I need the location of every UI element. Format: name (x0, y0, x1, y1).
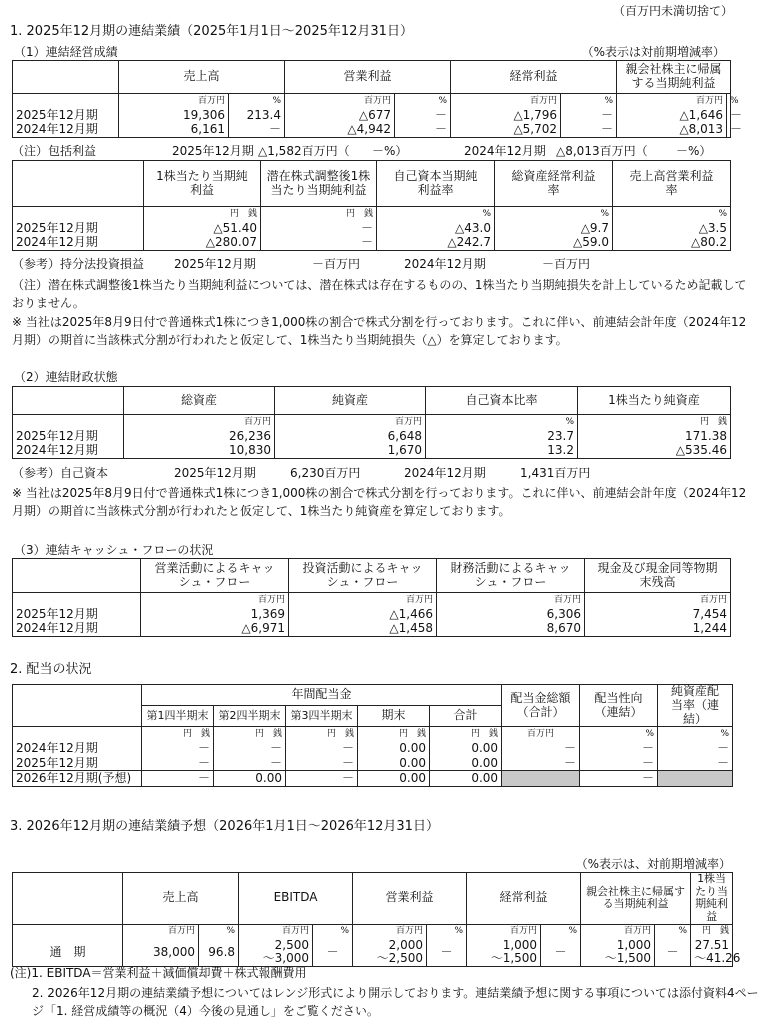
comprehensive-year2: 2024年12月期 (464, 144, 546, 158)
header-net-income: 親会社株主に帰属する当期純利益 (617, 61, 731, 94)
cell: － (286, 771, 358, 786)
per-share-table (12, 160, 731, 251)
cell: － (655, 939, 691, 967)
cell: － (142, 771, 214, 786)
unit: 円 銭 (214, 727, 286, 742)
unit: % (427, 924, 467, 939)
cell: △3.5 (613, 221, 731, 235)
unit: % (658, 727, 733, 742)
unit: 百万円 (124, 415, 275, 430)
header-cash-balance: 現金及び現金同等物期末残高 (585, 559, 731, 593)
cell: 23.7 (426, 429, 578, 443)
section1-title: 1. 2025年12月期の連結業績（2025年1月1日～2025年12月31日） (10, 24, 413, 39)
header-ebitda: EBITDA (239, 873, 353, 925)
header-dividend-total: 配当金総額（合計） (502, 685, 580, 727)
row-label: 2025年12月期 (13, 221, 144, 235)
cell: 171.38 (578, 429, 731, 443)
header-operating-cf: 営業活動によるキャッシュ・フロー (141, 559, 289, 593)
unit: 円 銭 (691, 924, 733, 939)
unit: 百万円 (437, 593, 585, 608)
header-financing-cf: 財務活動によるキャッシュ・フロー (437, 559, 585, 593)
equity-method-value2: －百万円 (542, 257, 591, 271)
unit: 円 銭 (430, 727, 502, 742)
cell: － (580, 741, 658, 755)
forecast-note-2: 2. 2026年12月期の連結業績予想についてはレンジ形式により開示しております。連結業績予想に関する事項については添付資料4ページ「1. 経営成績等の概況（4）今後の見通し」をご覧ください。 (32, 986, 759, 1018)
unit: 百万円 (285, 94, 395, 109)
cell: － (229, 122, 285, 137)
cell-range: 1,000 ～1,500 (467, 939, 541, 967)
cell: － (142, 741, 214, 755)
cell: 0.00 (430, 756, 502, 771)
table-row (13, 607, 731, 621)
cell: － (142, 756, 214, 771)
unit: 円 銭 (261, 207, 377, 222)
cell: △242.7 (377, 235, 495, 250)
cell: 7,454 (585, 607, 731, 621)
s1-3-title: （3）連結キャッシュ・フローの状況 (14, 543, 214, 557)
header-investing-cf: 投資活動によるキャッシュ・フロー (289, 559, 437, 593)
row-label: 2025年12月期 (13, 607, 141, 621)
table-row (13, 621, 731, 636)
table-row (13, 939, 733, 967)
cell: 8,670 (437, 621, 585, 636)
comprehensive-year1: 2025年12月期 (172, 144, 254, 158)
equity-method-year2: 2024年12月期 (404, 257, 486, 271)
unit: 百万円 (353, 924, 427, 939)
equity-method-year1: 2025年12月期 (174, 257, 256, 271)
table-row (13, 122, 731, 137)
unit: 百万円 (239, 924, 313, 939)
unit: 円 銭 (142, 727, 214, 742)
header-ordinary-income: 経常利益 (467, 873, 581, 925)
table-row (13, 756, 733, 771)
row-label: 2025年12月期 (13, 429, 124, 443)
header-roe: 自己資本当期純利益率 (377, 161, 495, 207)
header-sales: 売上高 (119, 61, 285, 94)
unit: % (541, 924, 581, 939)
cell: － (286, 741, 358, 755)
header-year-end: 期末 (358, 706, 430, 727)
cell: 213.4 (229, 108, 285, 122)
cell: △1,796 (451, 108, 561, 122)
row-label: 2024年12月期 (13, 122, 119, 137)
cell-range: 2,000 ～2,500 (353, 939, 427, 967)
cell: 10,830 (124, 443, 275, 458)
cell: － (261, 235, 377, 250)
cell-range: 1,000 ～1,500 (581, 939, 655, 967)
cell: 13.2 (426, 443, 578, 458)
header-operating-income: 営業利益 (353, 873, 467, 925)
cell: 0.00 (358, 756, 430, 771)
unit: % (727, 94, 731, 109)
cell: － (214, 741, 286, 755)
unit: % (229, 94, 285, 109)
cell: 0.00 (430, 771, 502, 786)
own-capital-year2: 2024年12月期 (404, 466, 486, 480)
header-annual-dividend: 年間配当金 (142, 685, 502, 706)
own-capital-year1: 2025年12月期 (174, 466, 256, 480)
header-operating-income: 営業利益 (285, 61, 451, 94)
row-label: 2024年12月期 (13, 741, 142, 755)
cell: △535.46 (578, 443, 731, 458)
cell: － (395, 108, 451, 122)
unit: % (426, 415, 578, 430)
table-row (13, 221, 731, 235)
comprehensive-value2: △8,013百万円（ (556, 144, 648, 158)
note-stock-split-1: ※ 当社は2025年8月9日付で普通株式1株につき1,000株の割合で株式分割を行っております。これに伴い、前連結会計年度（2024年12月期）の期首に当該株式分割が行われたと仮定して、1株当たり当期純損失（△）を算定しております。 (12, 315, 747, 347)
cell: △51.40 (144, 221, 261, 235)
header-q3: 第3四半期末 (286, 706, 358, 727)
cell: 19,306 (119, 108, 229, 122)
own-capital-value2: 1,431百万円 (520, 466, 591, 480)
unit: 百万円 (617, 94, 727, 109)
note-diluted-eps: （注）潜在株式調整後1株当たり当期純利益については、潜在株式は存在するものの、1株当たり当期純損失を計上しているため記載しておりません。 (12, 278, 747, 310)
cell: 26,236 (124, 429, 275, 443)
unit: 百万円 (585, 593, 731, 608)
header-q1: 第1四半期末 (142, 706, 214, 727)
header-net-assets: 純資産 (275, 387, 426, 415)
cell: － (286, 756, 358, 771)
unit: 百万円 (467, 924, 541, 939)
table-row (13, 443, 731, 458)
header-eps: 1株当たり当期純利益 (691, 873, 733, 925)
cell: 0.00 (358, 741, 430, 755)
unit: 百万円 (581, 924, 655, 939)
forecast-note-1: (注)1. EBITDA＝営業利益＋減価償却費＋株式報酬費用 (10, 966, 307, 980)
cell: － (261, 221, 377, 235)
unit: 百万円 (289, 593, 437, 608)
forecast-table (12, 872, 741, 967)
equity-method-label: （参考）持分法投資損益 (12, 257, 145, 271)
cell: － (313, 939, 353, 967)
note-stock-split-2: ※ 当社は2025年8月9日付で普通株式1株につき1,000株の割合で株式分割を行っております。これに伴い、前連結会計年度（2024年12月期）の期首に当該株式分割が行われたと仮定して、1株当たり純資産を算定しております。 (12, 486, 747, 518)
equity-method-value1: －百万円 (312, 257, 361, 271)
cell: － (658, 741, 733, 755)
header-equity-ratio: 自己資本比率 (426, 387, 578, 415)
own-capital-label: （参考）自己資本 (12, 466, 109, 480)
unit: % (313, 924, 353, 939)
cell: 1,369 (141, 607, 289, 621)
unit: 円 銭 (578, 415, 731, 430)
cell: △1,466 (289, 607, 437, 621)
cell: － (561, 108, 617, 122)
section3-title: 3. 2026年12月期の連結業績予想（2026年1月1日～2026年12月31日） (10, 819, 439, 834)
table-row (13, 235, 731, 250)
table-row (13, 771, 733, 786)
cell: 6,161 (119, 122, 229, 137)
unit: 円 銭 (286, 727, 358, 742)
unit: 百万円 (275, 415, 426, 430)
s1-1-pct-note: （%表示は対前期増減率） (581, 45, 725, 59)
cell: 1,244 (585, 621, 731, 636)
cell: 38,000 (123, 939, 199, 967)
cell: 6,306 (437, 607, 585, 621)
row-label: 2024年12月期 (13, 443, 124, 458)
header-diluted-eps: 潜在株式調整後1株当たり当期純利益 (261, 161, 377, 207)
cell: － (502, 756, 580, 771)
unit: % (561, 94, 617, 109)
cell: － (580, 756, 658, 771)
row-label: 通 期 (13, 939, 123, 967)
row-label: 2025年12月期 (13, 756, 142, 771)
financial-position-table (12, 386, 731, 459)
header-total-assets: 総資産 (124, 387, 275, 415)
cell: － (561, 122, 617, 137)
cell: 1,670 (275, 443, 426, 458)
unit-note: （百万円未満切捨て） (612, 4, 733, 18)
cell: △4,942 (285, 122, 395, 137)
cell: － (580, 771, 658, 786)
cell: △5,702 (451, 122, 561, 137)
cell: － (502, 741, 580, 755)
s1-2-title: （2）連結財政状態 (14, 370, 118, 384)
unit: % (495, 207, 613, 222)
cell-shaded (502, 771, 580, 786)
unit: 百万円 (123, 924, 199, 939)
unit: 円 銭 (358, 727, 430, 742)
cell-range: 2,500 ～3,000 (239, 939, 313, 967)
header-net-income: 親会社株主に帰属する当期純利益 (581, 873, 691, 925)
cell: － (427, 939, 467, 967)
unit: 円 銭 (144, 207, 261, 222)
cell: △677 (285, 108, 395, 122)
table-row (13, 429, 731, 443)
comprehensive-pct2: －%） (676, 144, 712, 158)
header-dividend-on-equity: 純資産配当率（連結） (658, 685, 733, 727)
row-label: 2026年12月期(予想) (13, 771, 142, 786)
cell: △80.2 (613, 235, 731, 250)
cell-range: 27.51 ～41.26 (691, 939, 733, 967)
header-sales: 売上高 (123, 873, 239, 925)
header-bps: 1株当たり純資産 (578, 387, 731, 415)
cell: － (214, 756, 286, 771)
own-capital-value1: 6,230百万円 (290, 466, 361, 480)
unit: % (580, 727, 658, 742)
header-roa: 総資産経常利益率 (495, 161, 613, 207)
comprehensive-pct1: －%） (372, 144, 408, 158)
unit: % (613, 207, 731, 222)
unit: % (199, 924, 239, 939)
cell: △1,458 (289, 621, 437, 636)
cell: 6,648 (275, 429, 426, 443)
header-ordinary-income: 経常利益 (451, 61, 617, 94)
unit: 百万円 (119, 94, 229, 109)
cell: △6,971 (141, 621, 289, 636)
cell: － (727, 122, 731, 137)
s1-1-title: （1）連結経営成績 (14, 45, 118, 59)
unit: % (377, 207, 495, 222)
comprehensive-label: （注）包括利益 (12, 144, 97, 158)
cell: 0.00 (214, 771, 286, 786)
row-label: 2025年12月期 (13, 108, 119, 122)
cell-shaded (658, 771, 733, 786)
cell: － (658, 756, 733, 771)
header-payout-ratio: 配当性向（連結） (580, 685, 658, 727)
cell: △280.07 (144, 235, 261, 250)
unit: 百万円 (141, 593, 289, 608)
table-row (13, 741, 733, 755)
cell: △8,013 (617, 122, 727, 137)
cell: － (727, 108, 731, 122)
row-label: 2024年12月期 (13, 621, 141, 636)
header-total: 合計 (430, 706, 502, 727)
unit: % (655, 924, 691, 939)
cell: 0.00 (430, 741, 502, 755)
unit: 百万円 (502, 727, 580, 742)
s3-pct-note: （%表示は、対前期増減率） (575, 857, 731, 871)
section2-title: 2. 配当の状況 (10, 662, 92, 677)
table-row (13, 108, 731, 122)
cell: △9.7 (495, 221, 613, 235)
cell: 96.8 (199, 939, 239, 967)
dividend-table (12, 684, 733, 787)
cell: △43.0 (377, 221, 495, 235)
cell: － (395, 122, 451, 137)
results-table (12, 60, 743, 138)
row-label: 2024年12月期 (13, 235, 144, 250)
comprehensive-value1: △1,582百万円（ (258, 144, 350, 158)
cash-flow-table (12, 558, 731, 637)
cell: 0.00 (358, 771, 430, 786)
cell: △1,646 (617, 108, 727, 122)
header-eps: 1株当たり当期純利益 (144, 161, 261, 207)
header-q2: 第2四半期末 (214, 706, 286, 727)
unit: 百万円 (451, 94, 561, 109)
header-op-margin: 売上高営業利益率 (613, 161, 731, 207)
cell: － (541, 939, 581, 967)
cell: △59.0 (495, 235, 613, 250)
unit: % (395, 94, 451, 109)
